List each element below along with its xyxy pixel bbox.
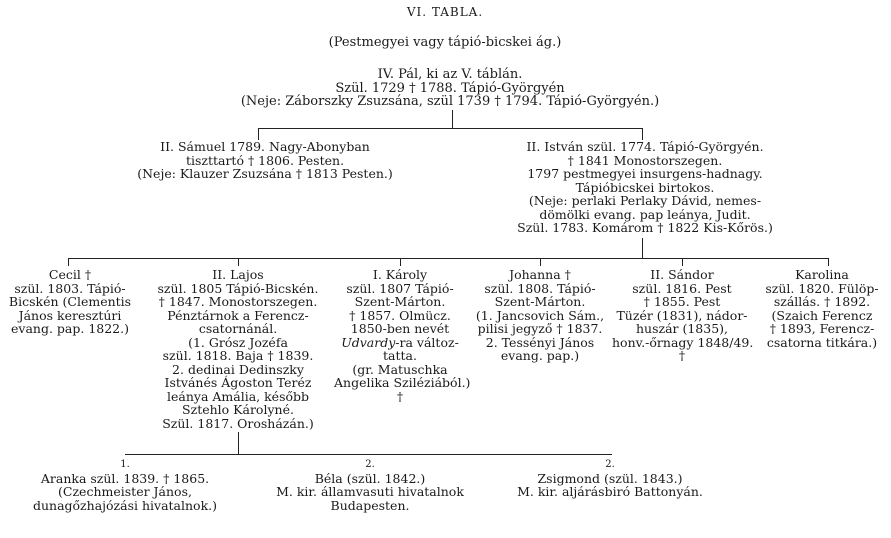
person-zsigmond: [490, 458, 730, 499]
person-aranka: [20, 458, 230, 512]
person-line: (Neje: perlaki Perlaky Dávid, nemes-: [528, 193, 762, 208]
person-cecil: [4, 268, 136, 336]
person-samuel: [120, 140, 410, 181]
person-line: evang. pap. 1822.): [11, 321, 129, 336]
person-line: Szent-Márton.: [354, 294, 446, 309]
connector-karoly: [400, 258, 401, 266]
person-line: (1. Grósz Jozéfa: [188, 334, 288, 350]
person-line: 1797 pestmegyei insurgens-hadnagy.: [527, 166, 763, 181]
person-line: †: [678, 348, 686, 363]
person-line: Budapesten.: [330, 497, 410, 513]
root-line: IV. Pál, ki az V. táblán.: [377, 67, 523, 82]
connector-gen3-bar: [68, 258, 828, 259]
connector-karolina: [828, 258, 829, 266]
person-line: 2. Tessényi János: [485, 334, 595, 350]
italic-name: Udvardy: [341, 334, 396, 350]
person-line: Pénztárnok a Ferencz-: [167, 307, 309, 323]
person-line: csatornánál.: [198, 321, 278, 336]
subtitle-text: (Pestmegyei vagy tápió-bicskei ág.): [328, 35, 562, 50]
person-line: † 1857. Olmücz.: [349, 307, 451, 323]
child-number: 1.: [120, 459, 130, 470]
person-line: szül. 1820. Fülöp-: [765, 280, 879, 296]
person-line: huszár (1835),: [635, 321, 729, 336]
child-number: 2.: [365, 459, 375, 470]
person-line: Cecil †: [48, 267, 92, 282]
person-line: dunagőzhajózási hivatalnok.): [32, 497, 218, 513]
person-line: Béla (szül. 1842.): [314, 470, 426, 486]
name-change-rest: -ra változ-: [395, 334, 459, 350]
person-line: János keresztúri: [18, 307, 122, 323]
person-line: pilisi jegyző † 1837.: [477, 321, 603, 336]
connector-lajos-down: [238, 432, 239, 454]
connector-istvan-down: [642, 238, 643, 258]
root-person: [230, 68, 670, 109]
person-karolina: [756, 268, 888, 349]
connector-gen4-bar: [125, 454, 612, 455]
subtitle: [300, 36, 590, 50]
person-line: Johanna †: [509, 267, 571, 282]
person-line: szül. 1816. Pest: [632, 280, 732, 296]
person-line: szül. 1807 Tápió-: [346, 280, 454, 296]
root-line: (Neje: Záborszky Zsuzsána, szül 1739 † 1794. Tápió-Györgyén.): [240, 94, 660, 109]
person-line: Zsigmond (szül. 1843.): [537, 470, 683, 486]
table-title-text: VI. TABLA.: [406, 5, 484, 19]
root-line: Szül. 1729 † 1788. Tápió-Györgyén: [335, 80, 565, 96]
person-line: szállás. † 1892.: [773, 294, 871, 309]
person-istvan: [490, 140, 800, 235]
person-lajos: [140, 268, 336, 430]
child-number: 2.: [605, 459, 615, 470]
person-line: 1850-ben nevét: [350, 321, 450, 336]
table-title: [395, 6, 495, 20]
person-line: szül. 1803. Tápió-: [14, 280, 126, 296]
person-line: szül. 1808. Tápió-: [484, 280, 596, 296]
person-line: Szent-Márton.: [494, 294, 586, 309]
person-line: (1. Jancsovich Sám.,: [475, 307, 605, 323]
person-line: Sztehlo Károlyné.: [182, 402, 294, 417]
person-line: evang. pap.): [500, 348, 580, 363]
person-line: M. kir. államvasuti hivatalnok: [276, 484, 464, 499]
person-line: Tüzér (1831), nádor-: [616, 307, 748, 323]
person-line: dömölki evang. pap leánya, Judit.: [539, 206, 751, 222]
person-line: † 1847. Monostorszegen.: [158, 294, 318, 309]
person-line: Bicskén (Clementis: [8, 294, 132, 309]
person-line: Szül. 1783. Komárom † 1822 Kis-Kőrös.): [517, 220, 773, 235]
connector-johanna: [540, 258, 541, 266]
person-line: csatorna titkára.): [766, 334, 878, 350]
person-line: M. kir. aljárásbiró Battonyán.: [517, 484, 703, 499]
person-line: † 1841 Monostorszegen.: [567, 152, 723, 168]
person-johanna: [470, 268, 610, 363]
connector-cecil: [68, 258, 69, 266]
person-karoly: [334, 267, 471, 404]
person-line: tiszttartó † 1806. Pesten.: [185, 152, 345, 168]
person-sandor: [612, 268, 752, 363]
person-line: tatta.: [383, 348, 417, 363]
person-line: szül. 1805 Tápió-Bicskén.: [157, 280, 319, 296]
person-bela: [250, 458, 490, 512]
person-line: Angelika Sziléziából.): [334, 375, 471, 390]
person-line: (gr. Matuschka: [352, 361, 448, 377]
person-line: †: [396, 388, 404, 404]
person-line: 2. dedinai Dedinszky: [172, 361, 304, 377]
person-line: II. Lajos: [212, 267, 264, 282]
person-line-name-change: [334, 336, 466, 350]
person-line: Tápióbicskei birtokos.: [575, 179, 715, 195]
person-line: (Szaich Ferencz: [771, 307, 873, 323]
person-line: (Neje: Klauzer Zsuzsána † 1813 Pesten.): [137, 166, 393, 181]
person-line: Szül. 1817. Orosházán.): [162, 415, 314, 431]
connector-sandor: [682, 258, 683, 266]
person-line: (Czechmeister János,: [58, 484, 192, 499]
person-line: II. István szül. 1774. Tápió-Györgyén.: [526, 139, 764, 154]
person-line: † 1855. Pest: [643, 294, 721, 309]
person-line: Aranka szül. 1839. † 1865.: [40, 470, 210, 486]
connector-root-down: [452, 110, 453, 128]
person-line: honv.-őrnagy 1848/49.: [612, 334, 754, 350]
person-line: leánya Amália, később: [166, 388, 310, 404]
person-line: II. Sámuel 1789. Nagy-Abonyban: [160, 139, 370, 154]
person-line: Karolina: [795, 267, 849, 282]
person-line: szül. 1818. Baja † 1839.: [162, 348, 314, 363]
person-line: I. Károly: [372, 267, 428, 282]
connector-lajos: [238, 258, 239, 266]
connector-gen2-bar: [258, 128, 642, 129]
person-line: Istvánés Ágoston Teréz: [164, 375, 312, 390]
person-line: † 1893, Ferencz-: [769, 321, 875, 336]
person-line: II. Sándor: [650, 267, 714, 282]
